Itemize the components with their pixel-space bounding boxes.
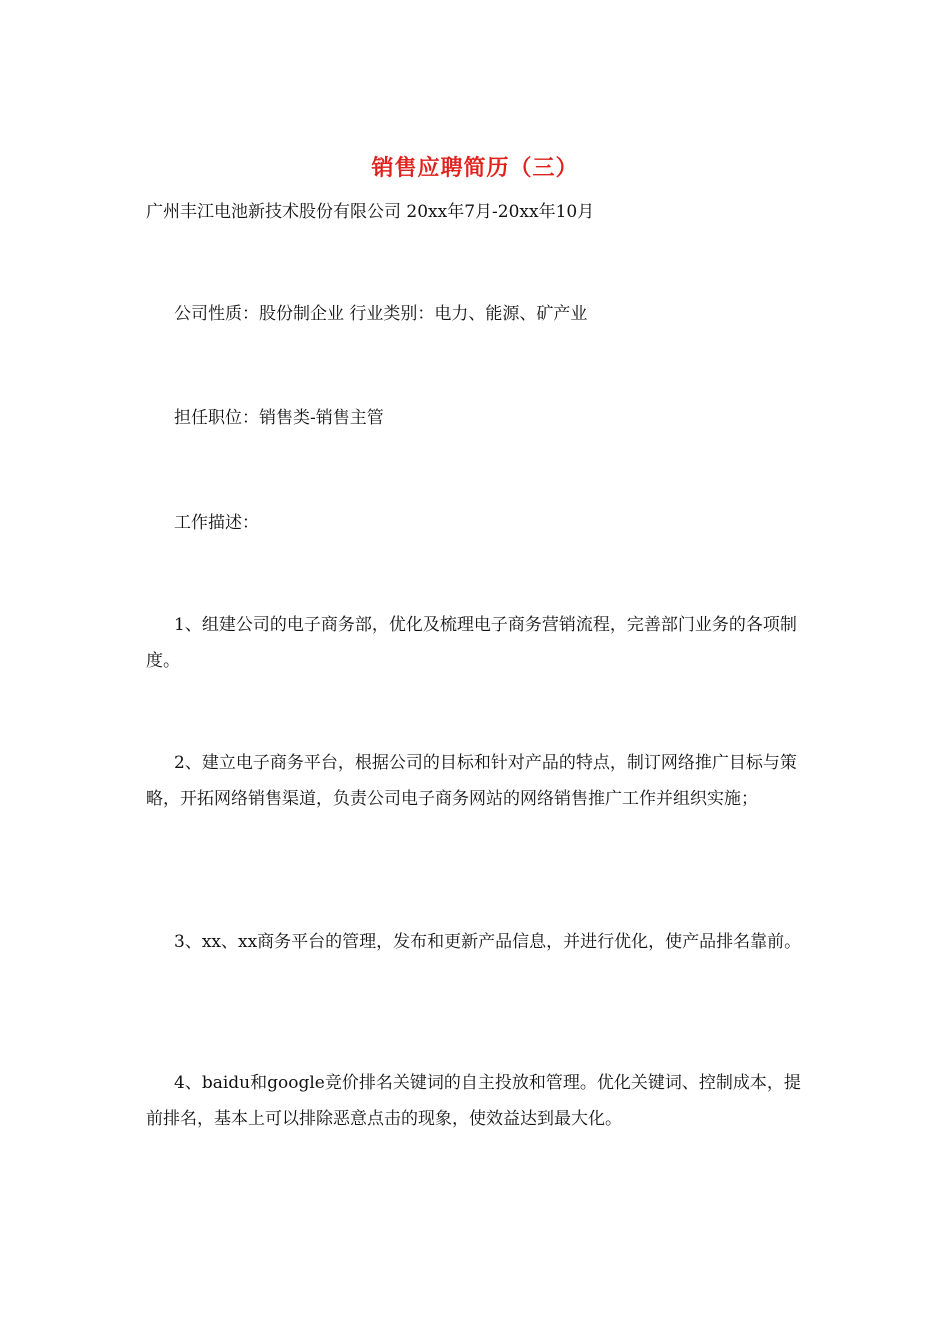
position-line: 担任职位：销售类-销售主管 <box>174 408 384 428</box>
work-item-4: 4、baidu和google竞价排名关键词的自主投放和管理。优化关键词、控制成本，提前排名，基本上可以排除恶意点击的现象，使效益达到最大化。 <box>146 1073 801 1129</box>
work-item-3: 3、xx、xx商务平台的管理，发布和更新产品信息，并进行优化，使产品排名靠前。 <box>174 932 802 952</box>
company-nature: 公司性质：股份制企业 行业类别：电力、能源、矿产业 <box>174 304 588 324</box>
work-item-1: 1、组建公司的电子商务部，优化及梳理电子商务营销流程，完善部门业务的各项制度。 <box>146 615 797 671</box>
work-item-2: 2、建立电子商务平台，根据公司的目标和针对产品的特点，制订网络推广目标与策略，开拓网络销售渠道，负责公司电子商务网站的网络销售推广工作并组织实施； <box>146 753 797 809</box>
company-line: 广州丰江电池新技术股份有限公司 20xx年7月-20xx年10月 <box>146 202 595 222</box>
work-description-label: 工作描述： <box>174 513 259 533</box>
document-title: 销售应聘简历（三） <box>371 155 579 181</box>
